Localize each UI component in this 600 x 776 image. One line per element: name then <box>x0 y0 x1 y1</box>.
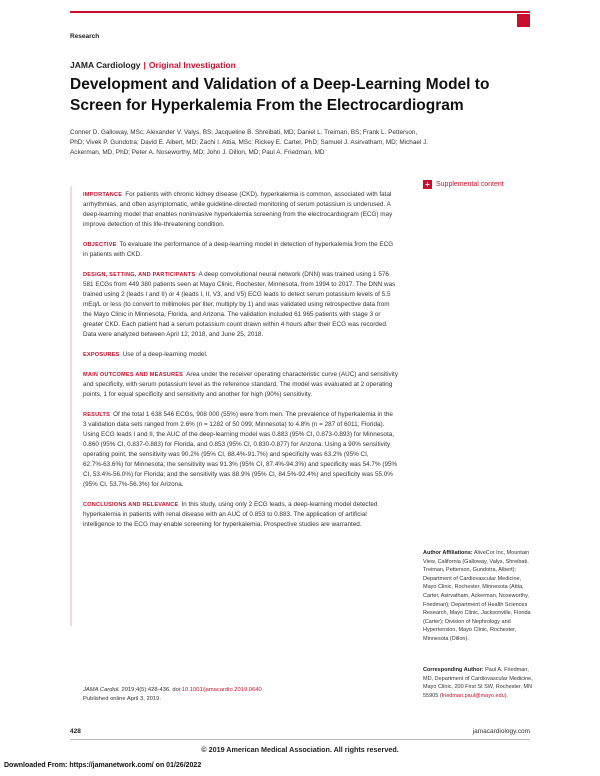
top-rule <box>70 11 530 13</box>
author-affiliations <box>423 549 533 644</box>
doi-link[interactable]: 10.1001/jamacardio.2019.0640 <box>181 687 262 693</box>
abstract-heading: DESIGN, SETTING, AND PARTICIPANTS <box>83 272 196 278</box>
article-type: Original Investigation <box>148 60 236 70</box>
corresponding-text: Paul A. Friedman, MD, Department of Cardiovascular Medicine, Mayo Clinic, 200 First St SW, Rochester, MN 55905 ( <box>423 667 533 699</box>
email-link[interactable]: friedman.paul@mayo.edu <box>441 692 505 699</box>
plus-icon: + <box>423 180 432 189</box>
abstract-heading: OBJECTIVE <box>83 242 117 248</box>
citation <box>83 686 398 704</box>
affiliations-text: AliveCor Inc, Mountain View, California (Galloway, Valys, Shreibati, Treiman, Petterson, Gundotra, Albert); Department of Cardiovascular Medicine, Mayo Clinic, Rochester, Minnesota (Attia, Carter, Asirvatham, Ackerman, Noseworthy, Friedman); Department of Health Sciences Research, Mayo Clinic, Jacksonville, Florida (Carter); Division of Nephrology and Hypertension, Mayo Clinic, Rochester, Minnesota (Dillon). <box>423 550 531 642</box>
abstract-heading: IMPORTANCE <box>83 192 123 198</box>
abstract-objective <box>83 240 398 260</box>
abstract-heading: MAIN OUTCOMES AND MEASURES <box>83 372 184 378</box>
copyright: © 2019 American Medical Association. All rights reserved. <box>201 745 399 754</box>
corresponding-end: ). <box>504 692 509 699</box>
abstract-exposures <box>83 350 398 360</box>
affiliations-heading: Author Affiliations: <box>423 550 473 556</box>
supplemental-label: Supplemental content <box>436 181 504 188</box>
abstract <box>83 190 398 540</box>
abstract-design <box>83 270 398 340</box>
abstract-text: A deep convolutional neural network (DNN) was trained using 1 576 581 ECGs from 449 380 patients seen at Mayo Clinic, Rochester, Minnesota, from 1994 to 2017. The DNN was trained using 2 (leads I and II) or 4 (leads I, II, V3, and V5) ECG leads to detect serum potassium levels of 5.5 mEq/L or less (to convert to millimoles per liter, multiply by 1) and was validated using retrospective data from the Mayo Clinic in Minnesota, Florida, and Arizona. The validation included 61 965 patients with stage 3 or greater CKD. Each patient had a serum potassium count drawn within 4 hours after their ECG was recorded. Data were analyzed between April 12, 2018, and June 25, 2018. <box>83 271 396 338</box>
citation-journal: JAMA Cardiol. <box>83 687 120 693</box>
journal-separator: | <box>143 60 146 70</box>
section-tag: Research <box>70 33 100 40</box>
abstract-importance <box>83 190 398 230</box>
abstract-heading: CONCLUSIONS AND RELEVANCE <box>83 502 179 508</box>
footer-rule <box>70 739 530 740</box>
citation-ref: 2019;4(5):428-436. doi: <box>121 687 182 693</box>
abstract-text: Of the total 1 638 546 ECGs, 908 000 (55%) were from men. The prevalence of hyperkalemia in the 3 validation data sets ranged from 2.6% (n = 1282 of 50 099; Minnesota) to 4.8% (n = 287 of 6011; Florida). Using ECG leads I and II, the AUC of the deep-learning model was 0.883 (95% CI, 0.873-0.893) for Minnesota, 0.860 (95% CI, 0.837-0.883) for Florida, and 0.853 (95% CI, 0.830-0.877) for Arizona. Using a 90% sensitivity operating point, the sensitivity was 90.2% (95% CI, 88.4%-91.7%) and specificity was 63.2% (95% CI, 62.7%-63.6%) for Minnesota; the sensitivity was 91.3% (95% CI, 87.4%-94.3%) and specificity was 54.7% (95% CI, 53.4%-56.0%) for Florida; and the sensitivity was 88.9% (95% CI, 84.5%-92.4%) and specificity was 55.0% (95% CI, 53.7%-56.3%) for Arizona. <box>83 411 398 488</box>
abstract-text: In this study, using only 2 ECG leads, a deep-learning model detected hyperkalemia in patients with renal disease with an AUC of 0.853 to 0.883. The application of artificial intelligence to the ECG may enable screening for hyperkalemia. Prospective studies are warranted. <box>83 501 378 528</box>
abstract-heading: RESULTS <box>83 412 111 418</box>
page-number: 428 <box>70 728 81 735</box>
corresponding-author <box>423 666 533 700</box>
abstract-side-rule <box>70 186 72 626</box>
abstract-heading: EXPOSURES <box>83 352 120 358</box>
site-link[interactable]: jamacardiology.com <box>472 728 530 735</box>
corner-mark <box>517 14 530 27</box>
abstract-conclusions <box>83 500 398 530</box>
corresponding-heading: Corresponding Author: <box>423 667 484 673</box>
abstract-results <box>83 410 398 490</box>
published-date: Published online April 3, 2019. <box>83 696 161 702</box>
supplemental-content-link[interactable] <box>423 180 504 189</box>
article-title: Development and Validation of a Deep-Learning Model to Screen for Hyperkalemia From the Electrocardiogram <box>70 76 490 114</box>
abstract-text: Area under the receiver operating characteristic curve (AUC) and sensitivity and specificity, with serum potassium level as the reference standard. The model was evaluated at 2 operating points, 1 for equal specificity and sensitivity and another for high (90%) sensitivity. <box>83 371 398 398</box>
author-list: Conner D. Galloway, MSc; Alexander V. Valys, BS; Jacqueline B. Shreibati, MD; Daniel L. Treiman, BS; Frank L. Petterson, PhD; Vivek P. Gundotra; David E. Albert, MD; Zachi I. Attia, MSc; Rickey E. Carter, PhD; Samuel J. Asirvatham, MD; Michael J. Ackerman, MD, PhD; Peter A. Noseworthy, MD; John J. Dillon, MD; Paul A. Friedman, MD <box>70 129 429 156</box>
download-notice: Downloaded From: https://jamanetwork.com/ on 01/26/2022 <box>4 762 202 769</box>
abstract-text: To evaluate the performance of a deep-learning model in detection of hyperkalemia from the ECG in patients with CKD. <box>83 241 394 258</box>
abstract-text: For patients with chronic kidney disease (CKD), hyperkalemia is common, associated with fatal arrhythmias, and often asymptomatic, while guideline-directed monitoring of serum potassium is underused. A deep-learning model that enables noninvasive hyperkalemia screening from the electrocardiogram (ECG) may improve detection of this life-threatening condition. <box>83 191 393 228</box>
journal-name: JAMA Cardiology <box>70 60 141 70</box>
abstract-text: Use of a deep-learning model. <box>122 351 208 358</box>
abstract-outcomes <box>83 370 398 400</box>
journal-line <box>70 60 236 70</box>
